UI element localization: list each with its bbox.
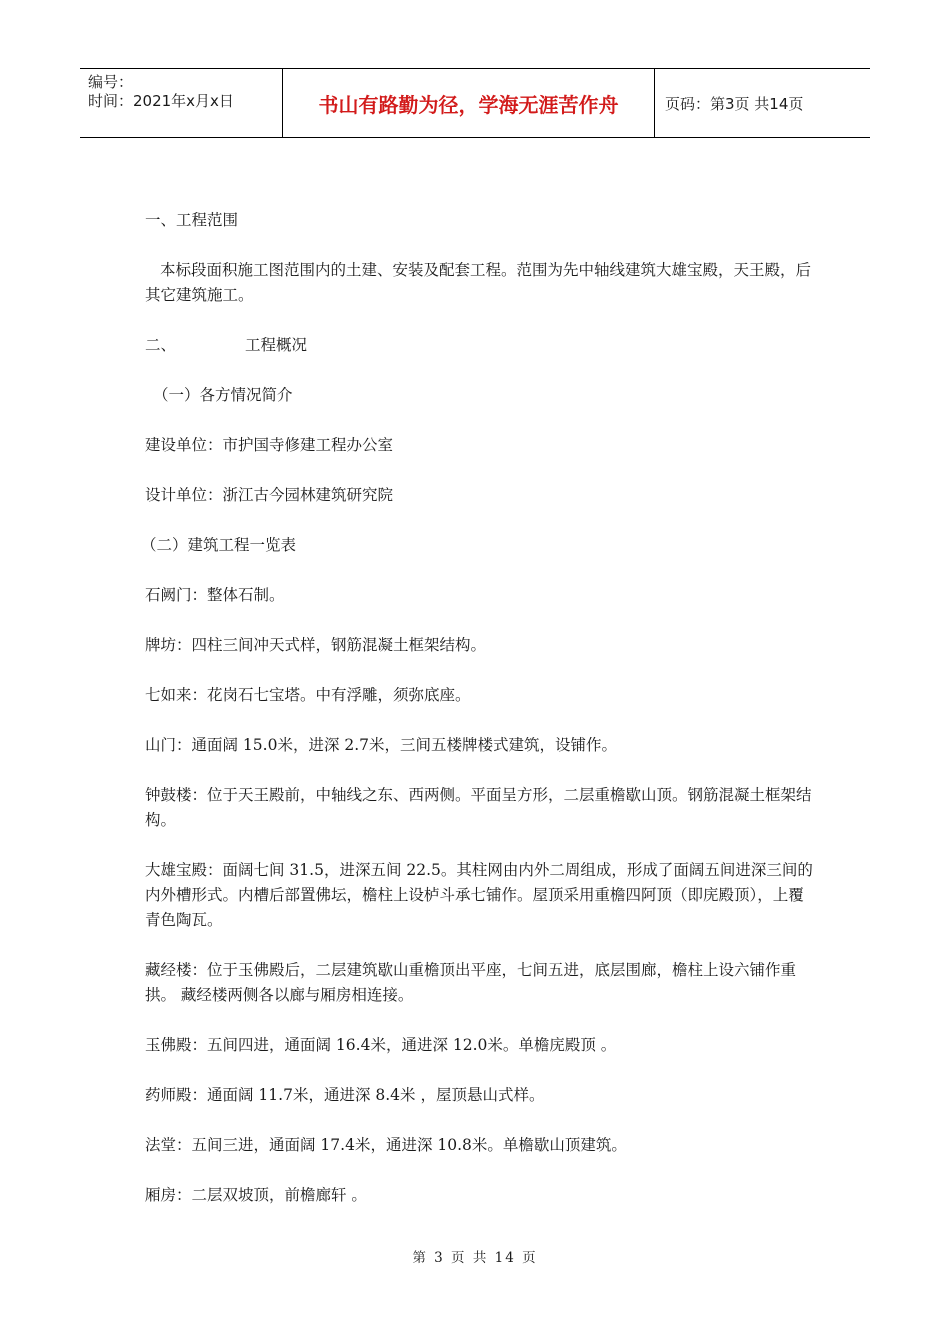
header-meta-cell <box>80 69 283 137</box>
header-page-info-cell <box>655 69 870 137</box>
designer-unit: 设计单位：浙江古今园林建筑研究院 <box>145 486 394 504</box>
section-2-heading <box>145 333 813 358</box>
building-item: 七如来：花岗石七宝塔。中有浮雕，须弥底座。 <box>145 686 471 704</box>
header-time-label: 时间：2021年x月x日 <box>88 92 234 110</box>
header-page-info: 页码：第3页 共14页 <box>665 94 804 113</box>
section-2-number: 二、 <box>145 336 177 354</box>
page-header <box>80 68 870 138</box>
header-motto: 书山有路勤为径，学海无涯苦作舟 <box>283 69 655 137</box>
header-number-label: 编号： <box>88 73 134 91</box>
building-item: 钟鼓楼：位于天王殿前，中轴线之东、西两侧。平面呈方形，二层重檐歇山顶。钢筋混凝土框架结构。 <box>145 786 812 829</box>
builder-unit: 建设单位：市护国寺修建工程办公室 <box>145 436 394 454</box>
section-2-title: 工程概况 <box>245 336 308 354</box>
section-1-body: 本标段面积施工图范围内的土建、安装及配套工程。范围为先中轴线建筑大雄宝殿，天王殿，后其它建筑施工。 <box>145 261 812 304</box>
building-item: 法堂：五间三进，通面阔 17.4米，通进深 10.8米。单檐歇山顶建筑。 <box>145 1136 627 1154</box>
building-item: 石阙门：整体石制。 <box>145 586 285 604</box>
building-item: 玉佛殿：五间四进，通面阔 16.4米，通进深 12.0米。单檐庑殿顶 。 <box>145 1036 617 1054</box>
building-item: 药师殿：通面阔 11.7米，通进深 8.4米 ，屋顶悬山式样。 <box>145 1086 545 1104</box>
building-item: 山门：通面阔 15.0米，进深 2.7米，三间五楼牌楼式建筑，设铺作。 <box>145 736 618 754</box>
building-item: 藏经楼：位于玉佛殿后，二层建筑歇山重檐顶出平座，七间五进，底层围廊，檐柱上设六铺作重拱。 藏经楼两侧各以廊与厢房相连接。 <box>145 961 797 1004</box>
subsection-2-title: （二）建筑工程一览表 <box>141 536 297 554</box>
building-item: 大雄宝殿：面阔七间 31.5，进深五间 22.5。其柱网由内外二周组成，形成了面阔五间进深三间的内外槽形式。内槽后部置佛坛，檐柱上设栌斗承七铺作。屋顶采用重檐四阿顶（即庑殿顶），上覆青色陶瓦。 <box>145 861 813 929</box>
section-1-title: 一、工程范围 <box>145 211 239 229</box>
building-item: 牌坊：四柱三间冲天式样，钢筋混凝土框架结构。 <box>145 636 487 654</box>
page-footer: 第 3 页 共 14 页 <box>412 1250 538 1266</box>
subsection-1-title: （一）各方情况简介 <box>153 386 293 404</box>
building-item: 厢房：二层双坡顶，前檐廊轩 。 <box>145 1186 367 1204</box>
document-body <box>141 208 813 1208</box>
